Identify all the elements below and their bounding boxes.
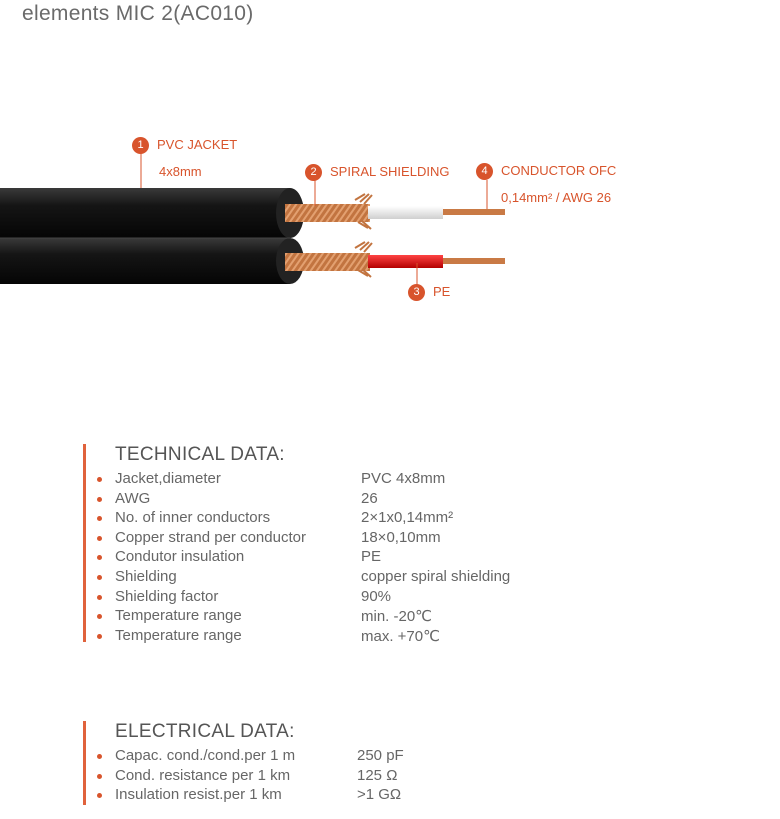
bullet-icon (97, 575, 102, 580)
callout-label: SPIRAL SHIELDING (330, 164, 450, 179)
callout-spiral-shielding (305, 164, 449, 181)
callout-sub: 4x8mm (159, 164, 202, 180)
row-label: Cond. resistance per 1 km (115, 766, 291, 784)
row-value: min. -20℃ (361, 608, 433, 626)
bullet-icon (97, 614, 102, 619)
pvc-jacket (0, 188, 304, 284)
row-value: PVC 4x8mm (361, 470, 446, 487)
callout-label: PVC JACKET (157, 137, 238, 152)
section-accent-bar (83, 721, 86, 805)
callout-number: 3 (408, 284, 425, 301)
technical-data-section (83, 444, 683, 644)
row-label: Condutor insulation (115, 548, 245, 566)
row-value: max. +70℃ (361, 627, 440, 645)
row-label: No. of inner conductors (115, 509, 271, 527)
callout-number: 1 (132, 137, 149, 154)
callout-number: 2 (305, 164, 322, 181)
electrical-data-section (83, 721, 683, 811)
callout-label: CONDUCTOR OFC (501, 163, 617, 178)
bullet-icon (97, 754, 102, 759)
row-label: Shielding (115, 567, 177, 585)
row-label: Shielding factor (115, 587, 219, 605)
bullet-icon (97, 774, 102, 779)
cable-illustration (0, 120, 780, 320)
bullet-icon (97, 555, 102, 560)
row-value: 26 (361, 489, 378, 507)
upper-core (285, 194, 505, 229)
callout-pvc-jacket (132, 137, 237, 179)
bullet-icon (97, 536, 102, 541)
row-value: 125 Ω (357, 766, 398, 784)
row-value: 2×1x0,14mm² (361, 509, 454, 527)
lower-core (285, 242, 505, 277)
bullet-icon (97, 793, 102, 798)
bullet-icon (97, 477, 102, 482)
row-value: 18×0,10mm (361, 528, 441, 546)
callout-pe (408, 284, 450, 301)
callout-number: 4 (476, 163, 493, 180)
row-label: Capac. cond./cond.per 1 m (115, 747, 296, 764)
callout-label: PE (433, 284, 451, 299)
page-title: elements MIC 2(AC010) (22, 2, 254, 25)
row-label: Temperature range (115, 607, 242, 625)
bullet-icon (97, 634, 102, 639)
technical-data-heading: TECHNICAL DATA: (115, 444, 285, 465)
row-label: AWG (115, 489, 151, 507)
row-value: PE (361, 548, 382, 566)
row-value: 90% (361, 587, 392, 605)
bullet-icon (97, 516, 102, 521)
row-label: Copper strand per conductor (115, 528, 306, 546)
row-value: >1 GΩ (357, 786, 402, 804)
callout-sub: 0,14mm² / AWG 26 (501, 190, 612, 206)
row-value: 250 pF (357, 747, 404, 764)
bullet-icon (97, 497, 102, 502)
section-accent-bar (83, 444, 86, 642)
row-label: Insulation resist.per 1 km (115, 786, 282, 804)
row-value: copper spiral shielding (361, 567, 511, 585)
bullet-icon (97, 595, 102, 600)
row-label: Temperature range (115, 626, 242, 644)
row-label: Jacket,diameter (115, 470, 221, 487)
electrical-data-heading: ELECTRICAL DATA: (115, 721, 295, 742)
callout-conductor (476, 163, 616, 205)
